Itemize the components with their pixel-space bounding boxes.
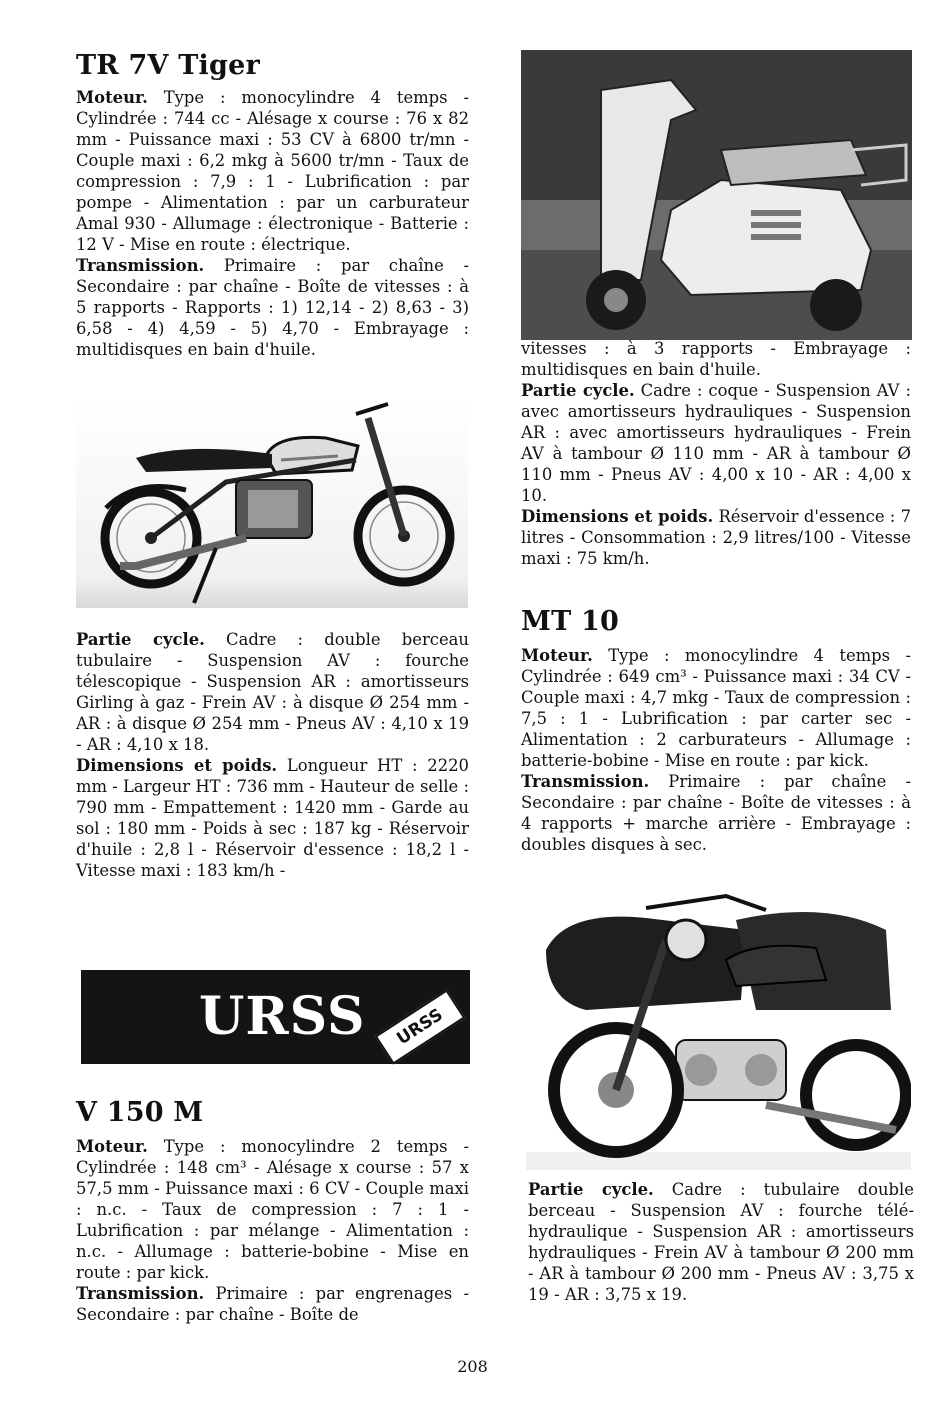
v150-title: V 150 M: [76, 1097, 204, 1128]
tiger-transmission-label: Transmission.: [76, 256, 205, 275]
tiger-section-cont: [76, 629, 469, 881]
tiger-title: TR 7V Tiger: [76, 50, 260, 81]
v150-partie-paragraph: [521, 380, 911, 506]
v150-section-cont: [521, 338, 911, 569]
mt10-transmission-paragraph: [521, 771, 911, 855]
mt10-partie-paragraph: [528, 1179, 914, 1305]
v150-moteur-label: Moteur.: [76, 1137, 148, 1156]
v150-partie-text: Cadre : coque - Suspension AV : avec amortisseurs hydrauliques - Suspension AR : avec amortisseurs hydrauliques - Frein AV à tambour Ø 110 mm - AR à tambour Ø 110 mm - Pneus AV : 4,00 x 10 - AR : 4,00 x 10.: [521, 381, 911, 505]
v150-moteur-paragraph: [76, 1136, 469, 1283]
v150-transmission-text: Primaire : par engrenages - Secondaire : par chaîne - Boîte de: [76, 1284, 469, 1324]
tiger-moteur-text: Type : monocylindre 4 temps - Cylindrée : 744 cc - Alésage x course : 76 x 82 mm - Puissance maxi : 53 CV à 6800 tr/mn - Couple maxi : 6,2 mkg à 5600 tr/mn - Taux de compression : 7,9 : 1 - Lubrification : par pompe - Alimentation : par un carburateur Amal 930 - Allumage : électronique - Batterie : 12 V - Mise en route : électrique.: [76, 88, 469, 254]
mt10-moteur-paragraph: [521, 645, 911, 771]
tiger-moteur-paragraph: [76, 87, 469, 255]
tiger-transmission-paragraph: [76, 255, 469, 360]
mt10-transmission-text: Primaire : par chaîne - Secondaire : par chaîne - Boîte de vitesses : à 4 rapports + marche arrière - Embrayage : doubles disques à sec.: [521, 772, 911, 854]
tiger-motorcycle-photo: [76, 398, 468, 608]
v150-cont-text: vitesses : à 3 rapports - Embrayage : multidisques en bain d'huile.: [521, 339, 911, 379]
v150-section: [76, 1097, 469, 1325]
mt10-title: MT 10: [521, 606, 619, 637]
tiger-dimensions-text: Longueur HT : 2220 mm - Largeur HT : 736 mm - Hauteur de selle : 790 mm - Empattement : 1420 mm - Garde au sol : 180 mm - Poids à sec : 187 kg - Réservoir d'huile : 2,8 l - Réservoir d'essence : 18,2 l - Vitesse maxi : 183 km/h -: [76, 756, 469, 880]
tiger-section: [76, 50, 469, 360]
mt10-moteur-text: Type : monocylindre 4 temps - Cylindrée : 649 cm³ - Puissance maxi : 34 CV - Couple maxi : 4,7 mkg - Taux de compression : 7,5 : 1 - Lubrification : par carter sec - Alimentation : 2 carburateurs - Allumage : batterie-bobine - Mise en route : par kick.: [521, 646, 911, 770]
v150-dimensions-label: Dimensions et poids.: [521, 507, 714, 526]
urss-banner: [81, 970, 470, 1064]
tiger-partie-label: Partie cycle.: [76, 630, 205, 649]
mt10-partie-label: Partie cycle.: [528, 1180, 654, 1199]
urss-badge-text: URSS: [393, 1004, 447, 1050]
urss-banner-text: URSS: [199, 986, 366, 1047]
tiger-transmission-text: Primaire : par chaîne - Secondaire : par chaîne - Boîte de vitesses : à 5 rapports - Rapports : 1) 12,14 - 2) 8,63 - 3) 6,58 - 4) 4,59 - 5) 4,70 - Embrayage : multidisques en bain d'huile.: [76, 256, 469, 359]
urss-badge: [375, 989, 466, 1064]
v150-partie-label: Partie cycle.: [521, 381, 635, 400]
tiger-moteur-label: Moteur.: [76, 88, 148, 107]
v150-dimensions-text: Réservoir d'essence : 7 litres - Consommation : 2,9 litres/100 - Vitesse maxi : 75 km/h.: [521, 507, 912, 568]
mt10-partie-text: Cadre : tubulaire double berceau - Suspension AV : fourche télé-hydraulique - Suspension AR : amortisseurs hydrauliques - Frein AV à tambour Ø 200 mm - AR à tambour Ø 200 mm - Pneus AV : 3,75 x 19 - AR : 3,75 x 19.: [528, 1180, 914, 1304]
v150-transmission-label: Transmission.: [76, 1284, 205, 1303]
tiger-partie-paragraph: [76, 629, 469, 755]
mt10-transmission-label: Transmission.: [521, 772, 650, 791]
v150-dimensions-paragraph: [521, 506, 911, 569]
tiger-dimensions-paragraph: [76, 755, 469, 881]
mt10-sidecar-photo: [526, 890, 911, 1170]
tiger-dimensions-label: Dimensions et poids.: [76, 756, 278, 775]
v150-moteur-text: Type : monocylindre 2 temps - Cylindrée : 148 cm³ - Alésage x course : 57 x 57,5 mm - Puissance maxi : 6 CV - Couple maxi : n.c. - Taux de compression : 7 : 1 - Lubrification : par mélange - Alimentation : n.c. - Allumage : batterie-bobine - Mise en route : par kick.: [76, 1137, 469, 1282]
mt10-moteur-label: Moteur.: [521, 646, 593, 665]
page-number: 208: [457, 1357, 488, 1376]
tiger-partie-text: Cadre : double berceau tubulaire - Suspension AV : fourche télescopique - Suspension AR : amortisseurs Girling à gaz - Frein AV : à disque Ø 254 mm - AR : à disque Ø 254 mm - Pneus AV : 4,10 x 19 - AR : 4,10 x 18.: [76, 630, 469, 754]
v150-transmission-paragraph: [76, 1283, 469, 1325]
mt10-section-cont: [528, 1179, 914, 1305]
scooter-photo: [521, 50, 912, 340]
mt10-section: [521, 606, 911, 855]
